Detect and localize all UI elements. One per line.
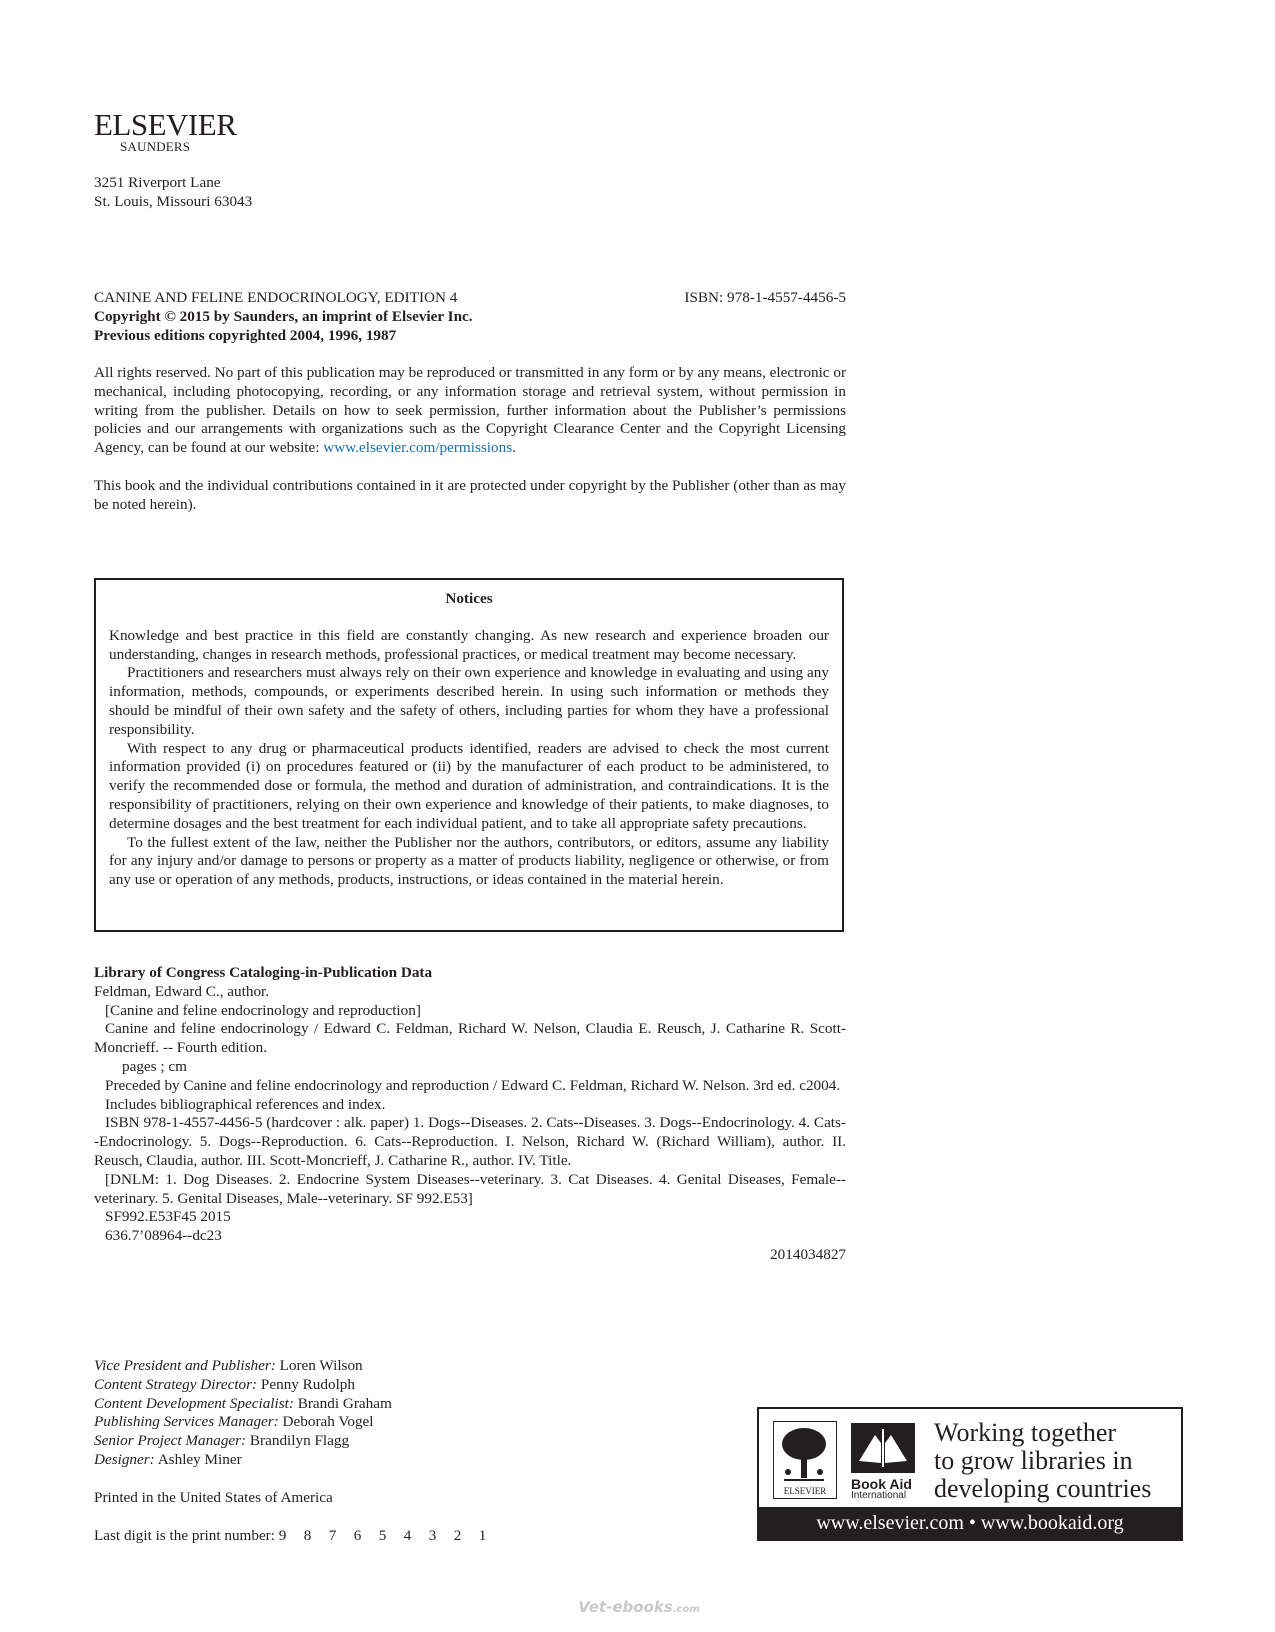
- book-title: CANINE AND FELINE ENDOCRINOLOGY, EDITION 4: [94, 289, 458, 306]
- cip-title: Library of Congress Cataloging-in-Publication Data: [94, 964, 433, 981]
- copyright-line: Copyright © 2015 by Saunders, an imprint of Elsevier Inc.: [94, 307, 473, 325]
- rights-text: All rights reserved. No part of this publication may be reproduced or transmitted in any form or by any means, electronic or mechanical, including photocopying, recording, or any information storage and retrieval system, without permission in writing from the publisher. Details on how to seek permission, further information about the Publisher’s permissions policies and our arrangements with organizations such as the Copyright Clearance Center and the Copyright Licensing Agency, can be found at our website:: [94, 364, 846, 457]
- watermark: [574, 1598, 704, 1620]
- print-digit: 5: [378, 1527, 387, 1544]
- slogan-line: Working together: [934, 1418, 1117, 1447]
- printed-in: Printed in the United States of America: [94, 1489, 333, 1506]
- credit-role: Senior Project Manager:: [94, 1432, 247, 1450]
- cip-includes: Includes bibliographical references and index.: [105, 1095, 386, 1113]
- print-digit: 6: [353, 1527, 362, 1544]
- credit-name: Penny Rudolph: [260, 1375, 355, 1393]
- book-aid-sub: International: [851, 1490, 907, 1501]
- publisher-address: [94, 174, 252, 212]
- slogan-line: to grow libraries in: [934, 1446, 1133, 1475]
- credit-name: Loren Wilson: [279, 1357, 363, 1374]
- credit-line: [94, 1451, 392, 1470]
- print-digit: 8: [303, 1527, 312, 1544]
- print-digit: 1: [478, 1527, 487, 1544]
- print-number-line: [94, 1527, 504, 1546]
- cip-isbn-subjects: ISBN 978-1-4557-4456-5 (hardcover : alk. paper) 1. Dogs--Diseases. 2. Cats--Diseases. 3. Dogs--Endocrinology. 4. Cats--Endocrinology. 5. Dogs--Reproduction. 6. Cats--Reproduction. I. Nelson, Richard W. (Richard William), author. II. Reusch, Claudia, author. III. Scott-Moncrieff, J. Catharine R., author. IV. Title.: [94, 1114, 846, 1169]
- credit-line: [94, 1432, 392, 1451]
- print-digit: 9: [278, 1527, 287, 1544]
- credit-line: [94, 1413, 392, 1432]
- print-digit: 3: [428, 1527, 437, 1544]
- rights-end: .: [512, 439, 516, 457]
- credit-line: [94, 1376, 392, 1395]
- credit-role: Designer:: [94, 1450, 155, 1468]
- title-block: [94, 289, 846, 345]
- book-aid-banner: [757, 1407, 1183, 1541]
- open-book-icon: [851, 1421, 915, 1475]
- book-aid-slogan: [934, 1419, 1179, 1503]
- cip-lccn: 2014034827: [770, 1245, 846, 1263]
- isbn: ISBN: 978-1-4557-4456-5: [684, 289, 846, 306]
- cip-call-number: SF992.E53F45 2015: [105, 1208, 231, 1226]
- credit-name: Brandi Graham: [297, 1394, 392, 1412]
- book-aid-footer: www.elsevier.com • www.bookaid.org: [759, 1507, 1181, 1539]
- credit-line: [94, 1395, 392, 1414]
- previous-editions-line: Previous editions copyrighted 2004, 1996, 1987: [94, 326, 397, 344]
- watermark-tld: .com: [672, 1604, 700, 1615]
- cip-dewey: 636.7’08964--dc23: [105, 1227, 222, 1245]
- notice-paragraph: Practitioners and researchers must always rely on their own experience and knowledge in evaluating and using any information, methods, compounds, or experiments described herein. In using such information or methods they should be mindful of their own safety and the safety of others, including parties for whom they have a professional responsibility.: [109, 664, 829, 738]
- credit-name: Ashley Miner: [157, 1450, 242, 1468]
- permissions-link[interactable]: www.elsevier.com/permissions: [323, 439, 513, 457]
- book-aid-logo: [851, 1421, 915, 1499]
- notice-paragraph: To the fullest extent of the law, neither the Publisher nor the authors, contributors, or editors, assume any liability for any injury and/or damage to persons or property as a matter of products liability, negligence or otherwise, or from any use or operation of any methods, products, instructions, or ideas contained in the material herein.: [109, 833, 829, 889]
- credit-role: Content Strategy Director:: [94, 1375, 258, 1393]
- rights-paragraph: [94, 364, 846, 458]
- address-line-1: 3251 Riverport Lane: [94, 174, 221, 191]
- credit-role: Vice President and Publisher:: [94, 1357, 276, 1374]
- logo-sub-text: SAUNDERS: [120, 139, 191, 154]
- cip-preceded: Preceded by Canine and feline endocrinology and reproduction / Edward C. Feldman, Richard W. Nelson. 3rd ed. c2004.: [105, 1076, 841, 1094]
- credit-role: Content Development Specialist:: [94, 1394, 294, 1412]
- book-aid-name: Book Aid: [851, 1476, 912, 1492]
- logo-main-text: ELSEVIER: [94, 107, 237, 142]
- address-line-2: St. Louis, Missouri 63043: [94, 192, 253, 210]
- print-number-label: Last digit is the print number:: [94, 1527, 275, 1544]
- elsevier-tree-logo: [773, 1421, 837, 1499]
- print-digit: 7: [328, 1527, 337, 1544]
- cip-title-line: Canine and feline endocrinology / Edward C. Feldman, Richard W. Nelson, Claudia E. Reusch, J. Catharine R. Scott-Moncrieff. -- Fourth edition.: [94, 1020, 846, 1057]
- watermark-main: Vet-ebooks: [578, 1598, 673, 1616]
- credit-name: Brandilyn Flagg: [249, 1432, 350, 1450]
- tree-icon: [774, 1422, 835, 1484]
- notices-title: Notices: [445, 590, 493, 607]
- cip-dnlm: [DNLM: 1. Dog Diseases. 2. Endocrine System Diseases--veterinary. 3. Cat Diseases. 4. Genital Diseases, Female--veterinary. 5. Genital Diseases, Male--veterinary. SF 992.E53]: [94, 1170, 846, 1207]
- print-digit: 4: [403, 1527, 412, 1544]
- notices-box: [94, 578, 844, 932]
- slogan-line: developing countries: [934, 1474, 1152, 1503]
- cip-former-title: [Canine and feline endocrinology and reproduction]: [105, 1001, 421, 1019]
- credit-line: [94, 1357, 392, 1376]
- credit-role: Publishing Services Manager:: [94, 1413, 279, 1431]
- protection-paragraph: This book and the individual contributions contained in it are protected under copyright by the Publisher (other than as may be noted herein).: [94, 477, 846, 513]
- print-digit: 2: [453, 1527, 462, 1544]
- cip-data: [94, 964, 846, 1265]
- elsevier-saunders-logo: [94, 107, 254, 154]
- cip-pages: pages ; cm: [122, 1057, 187, 1075]
- credits-list: [94, 1357, 392, 1470]
- credit-name: Deborah Vogel: [282, 1413, 374, 1431]
- notice-paragraph: With respect to any drug or pharmaceutical products identified, readers are advised to check the most current information provided (i) on procedures featured or (ii) by the manufacturer of each product to be administered, to verify the recommended dose or formula, the method and duration of administration, and contraindications. It is the responsibility of practitioners, relying on their own experience and knowledge of their patients, to make diagnoses, to determine dosages and the best treatment for each individual patient, and to take all appropriate safety precautions.: [109, 739, 829, 832]
- cip-author: Feldman, Edward C., author.: [94, 982, 270, 1000]
- notice-paragraph: Knowledge and best practice in this field are constantly changing. As new research and experience broaden our understanding, changes in research methods, professional practices, or medical treatment may become necessary.: [109, 626, 829, 663]
- tree-logo-label: ELSEVIER: [783, 1486, 827, 1496]
